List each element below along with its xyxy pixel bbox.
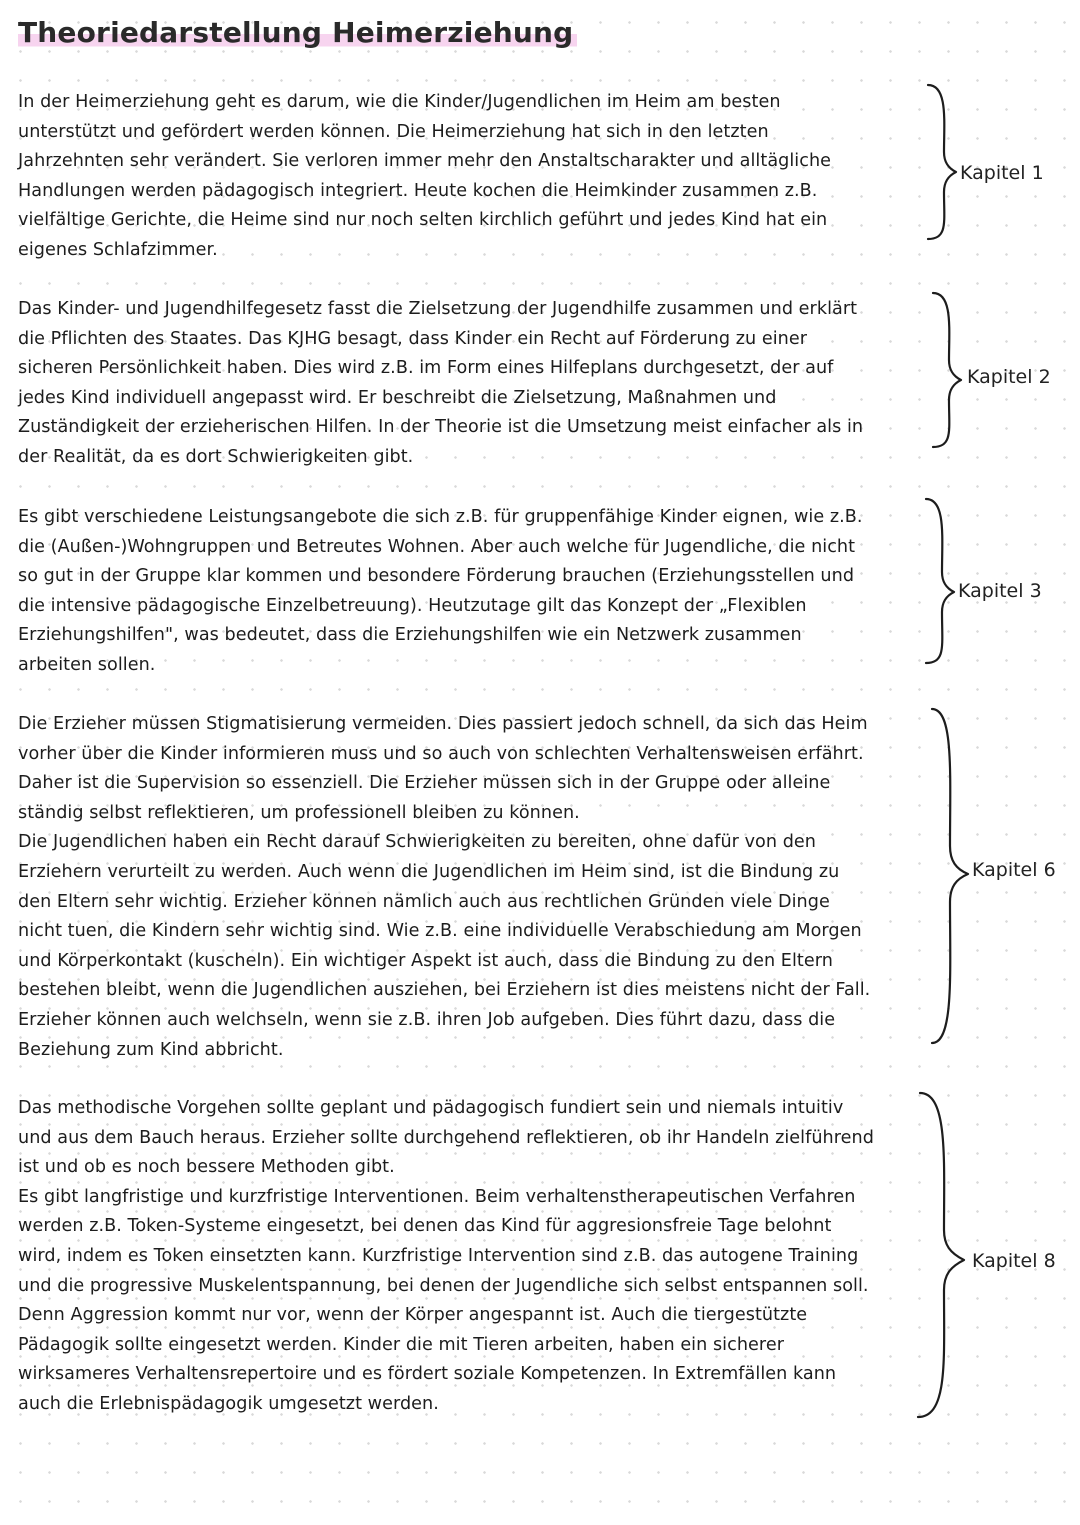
- curly-brace-icon: [918, 496, 958, 666]
- curly-brace-icon: [925, 290, 965, 450]
- chapter-label: Kapitel 3: [958, 580, 1042, 602]
- section-kapitel-6: [18, 710, 933, 1065]
- section-text: Die Erzieher müssen Stigmatisierung vermeiden. Dies passiert jedoch schnell, da sich das Heim vorher über die Kinder informieren muss und so auch von schlechten Verhaltensweisen erfährt. Daher ist die Supervision so essenziell. Die Erzieher müssen sich in der Gruppe oder alleine ständig selbst reflektieren, um professionell bleiben zu können. Die Jugendlichen haben ein Recht darauf Schwierigkeiten zu bereiten, ohne dafür von den Erziehern verurteilt zu werden. Auch wenn die Jugendlichen im Heim sind, ist die Bindung zu den Eltern sehr wichtig. Erzieher können nämlich auch aus rechtlichen Gründen viele Dinge nicht tuen, die Kindern sehr wichtig sind. Wie z.B. eine individuelle Verabschiedung am Morgen und Körperkontakt (kuscheln). Ein wichtiger Aspekt ist auch, dass die Bindung zu den Eltern bestehen bleibt, wenn die Jugendlichen ausziehen, bei Erziehern ist dies meistens nicht der Fall. Erzieher können auch welchseln, wenn sie z.B. ihren Job aufgeben. Dies führt dazu, dass die Beziehung zum Kind abbricht.: [18, 714, 871, 1060]
- section-text: Es gibt verschiedene Leistungsangebote die sich z.B. für gruppenfähige Kinder eignen, wie z.B. die (Außen-)Wohngruppen und Betreutes Wohnen. Aber auch welche für Jugendliche, die nicht so gut in der Gruppe klar kommen und besondere Förderung brauchen (Erziehungsstellen und die intensive pädagogische Einzelbetreuung). Heutzutage gilt das Konzept der „Flexiblen Erziehungshilfen", was bedeutet, dass die Erziehungshilfen wie ein Netzwerk zusammen arbeiten sollen.: [18, 507, 863, 675]
- curly-brace-icon: [920, 82, 960, 242]
- section-text: Das methodische Vorgehen sollte geplant und pädagogisch fundiert sein und niemals intuitiv und aus dem Bauch heraus. Erzieher sollte durchgehend reflektieren, ob ihr Handeln zielführend ist und ob es noch bessere Methoden gibt. Es gibt langfristige und kurzfristige Interventionen. Beim verhaltenstherapeutischen Verfahren werden z.B. Token-Systeme eingesetzt, bei denen das Kind für aggresionsfreie Tage belohnt wird, indem es Token einsetzten kann. Kurzfristige Intervention sind z.B. das autogene Training und die progressive Muskelentspannung, bei denen der Jugendliche sich selbst entspannen soll. Denn Aggression kommt nur vor, wenn der Körper angespannt ist. Auch die tiergestützte Pädagogik sollte eingesetzt werden. Kinder die mit Tieren arbeiten, haben ein sicherer wirksameres Verhaltensrepertoire und es fördert soziale Kompetenzen. In Extremfällen kann auch die Erlebnispädagogik umgesetzt werden.: [18, 1098, 874, 1414]
- section-text: Das Kinder- und Jugendhilfegesetz fasst die Zielsetzung der Jugendhilfe zusammen und erklärt die Pflichten des Staates. Das KJHG besagt, dass Kinder ein Recht auf Förderung zu einer sicheren Persönlichkeit haben. Dies wird z.B. im Form eines Hilfeplans durchgesetzt, der auf jedes Kind individuell angepasst wird. Er beschreibt die Zielsetzung, Maßnahmen und Zuständigkeit der erzieherischen Hilfen. In der Theorie ist die Umsetzung meist einfacher als in der Realität, da es dort Schwierigkeiten gibt.: [18, 299, 864, 467]
- section-kapitel-2: [18, 295, 933, 473]
- curly-brace-icon: [924, 706, 974, 1046]
- section-text: In der Heimerziehung geht es darum, wie die Kinder/Jugendlichen im Heim am besten unterstützt und gefördert werden können. Die Heimerziehung hat sich in den letzten Jahrzehnten sehr verändert. Sie verloren immer mehr den Anstaltscharakter und alltägliche Handlungen werden pädagogisch integriert. Heute kochen die Heimkinder zusammen z.B. vielfältige Gerichte, die Heime sind nur noch selten kirchlich geführt und jedes Kind hat ein eigenes Schlafzimmer.: [18, 92, 832, 260]
- page-title: Theoriedarstellung Heimerziehung: [18, 16, 577, 49]
- section-kapitel-8: [18, 1094, 933, 1420]
- chapter-label: Kapitel 2: [967, 366, 1051, 388]
- chapter-label: Kapitel 8: [972, 1250, 1056, 1272]
- section-kapitel-3: [18, 503, 933, 681]
- curly-brace-icon: [912, 1090, 972, 1420]
- chapter-label: Kapitel 1: [960, 162, 1044, 184]
- section-kapitel-1: [18, 88, 933, 266]
- chapter-label: Kapitel 6: [972, 859, 1056, 881]
